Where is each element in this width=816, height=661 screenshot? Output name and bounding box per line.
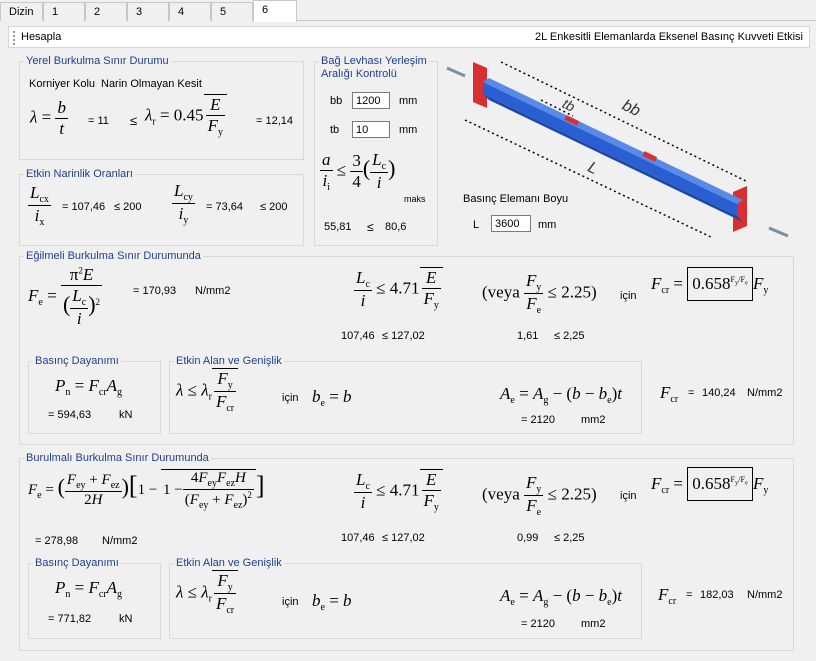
bb-figure-label: bb — [619, 97, 643, 121]
tab-label: 4 — [178, 6, 185, 18]
fe-flexural-formula: $F_e$ = $\pi^2E$ ( $\frac{L_c}{i}$ )$^2$ — [28, 265, 101, 328]
pn-flexural-unit: kN — [119, 409, 133, 421]
local-buckling-title: Yerel Burkulma Sınır Durumu — [26, 55, 169, 67]
tab-1[interactable] — [43, 2, 85, 21]
L-label: L — [473, 219, 480, 231]
flexural-buckling-group — [19, 250, 794, 445]
pn-torsional-unit: kN — [119, 613, 133, 625]
icin-label: için — [620, 290, 637, 302]
pn-flexural-box — [28, 355, 161, 434]
tab-4[interactable] — [169, 2, 211, 21]
tb-label: tb — [330, 124, 340, 136]
flexural-title: Eğilmeli Burkulma Sınır Durumunda — [26, 250, 201, 262]
torsional-ae-formula: $A_e = A_g - (b - b_e)t$ — [500, 586, 623, 608]
effective-area-flexural-box — [169, 355, 642, 434]
torsional-veya-right: ≤ 2,25 — [554, 532, 585, 544]
le-symbol: ≤ — [130, 113, 138, 128]
pn-flexural-title: Basınç Dayanımı — [35, 355, 119, 367]
tab-2[interactable] — [85, 2, 127, 21]
tab-label: 6 — [262, 4, 269, 16]
torsional-be-formula: $b_e = b$ — [312, 591, 352, 613]
veya-right: ≤ 2,25 — [554, 330, 585, 342]
tab-label: Dizin — [9, 6, 34, 18]
fcr-formula: $F_{cr} = 0.658^{F_y/F_e}$ $F_y$ — [651, 267, 768, 301]
tab-label: 3 — [136, 6, 143, 18]
fcr-torsional-eq: = — [686, 589, 693, 601]
tab-label: 2 — [94, 6, 101, 18]
maks-label: maks — [404, 194, 426, 204]
torsional-veya-formula: (veya $\frac{F_y}{F_e}$ ≤ 2.25) — [482, 473, 597, 518]
ae-flexural-unit: mm2 — [581, 414, 606, 426]
effective-area-torsional-title: Etkin Alan ve Genişlik — [176, 557, 282, 569]
L-unit: mm — [538, 219, 557, 231]
lcx-ratio-formula: $\frac{L_{cx}}{i_x}$ — [30, 183, 49, 228]
pn-torsional-box — [28, 557, 161, 639]
ae-formula: $A_e = A_g - (b - b_e)t$ — [500, 384, 623, 406]
tie-plate-title-1: Bağ Levhası Yerleşim — [321, 55, 427, 67]
lambda-r-formula: $\lambda_r = 0.45$ $\frac{E}{F_y}$ — [145, 94, 227, 138]
korniyer-kolu-label: Korniyer Kolu — [29, 78, 96, 90]
pn-torsional-formula: $P_n = F_{cr}A_g$ — [55, 578, 123, 600]
bb-unit: mm — [399, 95, 418, 107]
tab-5[interactable] — [211, 2, 253, 21]
torsional-lambda-lr-formula: $\lambda \le \lambda_r$ $\frac{F_y}{F_{cr}}$ — [176, 570, 238, 616]
effective-area-torsional-box — [169, 557, 642, 639]
pn-flexural-value: = 594,63 — [48, 409, 92, 421]
slenderness-limit-formula: $\frac{L_c}{i}$ ≤ 4.71 $\frac{E}{F_y}$ — [354, 267, 443, 311]
tie-right-value: 80,6 — [385, 221, 407, 233]
tb-figure-label: tb — [560, 95, 578, 115]
lambda-formula: λ = $\frac{b}{t}$ — [30, 98, 66, 138]
beam-axis-left — [447, 68, 465, 76]
tab-6[interactable] — [253, 0, 297, 22]
fcr-torsional-value: 182,03 — [700, 589, 734, 601]
torsional-veya-left: 0,99 — [517, 532, 539, 544]
pn-formula: $P_n = F_{cr}A_g$ — [55, 376, 123, 398]
fe-torsional-unit: N/mm2 — [102, 535, 138, 547]
tie-plate-group — [314, 55, 438, 246]
veya-left: 1,61 — [517, 330, 539, 342]
beam-axis-right — [769, 228, 788, 236]
tie-le: ≤ — [367, 220, 374, 234]
pn-torsional-title: Basınç Dayanımı — [35, 557, 119, 569]
fe-flexural-value: = 170,93 — [133, 285, 177, 297]
effective-area-flexural-title: Etkin Alan ve Genişlik — [176, 355, 282, 367]
fcr-flexural-label: $F_{cr}$ — [660, 383, 679, 405]
fe-torsional-value: = 278,98 — [35, 535, 79, 547]
lcy-ratio-formula: $\frac{L_{cy}}{i_y}$ — [174, 181, 193, 226]
ae-torsional-unit: mm2 — [581, 618, 606, 630]
ae-torsional-value: = 2120 — [521, 618, 555, 630]
lcx-ratio-value: = 107,46 — [62, 201, 106, 213]
ae-flexural-value: = 2120 — [521, 414, 555, 426]
fe-torsional-formula: $F_e$ = ( $\frac{F_{ey} + F_{ez}}{2H}$ )[1 − 1 − $\frac{4F_{ey}F_{ez}H}{(F_{ey} + F_{ez})^2}$ ] — [28, 470, 265, 511]
slenderness-limit-right: ≤ 127,02 — [382, 330, 425, 342]
lambda-r-value: = 12,14 — [256, 115, 294, 127]
be-formula: $b_e = b$ — [312, 387, 352, 409]
fe-flexural-unit: N/mm2 — [195, 285, 231, 297]
icin2-label: için — [282, 392, 299, 404]
tab-bar — [0, 0, 816, 21]
fcr-flexural-unit: N/mm2 — [747, 387, 783, 399]
torsional-limit-left: 107,46 — [341, 532, 375, 544]
toolbar-grip[interactable] — [13, 31, 15, 45]
member-length-title: Basınç Elemanı Boyu — [463, 193, 569, 205]
slenderness-limit-left: 107,46 — [341, 330, 375, 342]
tie-left-value: 55,81 — [324, 221, 352, 233]
fcr-torsional-unit: N/mm2 — [747, 589, 783, 601]
tb-unit: mm — [399, 124, 418, 136]
kesit-class-label: Narin Olmayan Kesit — [101, 78, 202, 90]
tb-input[interactable] — [352, 121, 390, 138]
tie-spacing-formula: $\frac{a}{i_i}$ ≤ $\frac{3}{4}$ ( $\frac{L_c}{i}$ ) — [322, 150, 396, 193]
lambda-value: = 11 — [88, 115, 109, 127]
veya-formula: (veya $\frac{F_y}{F_e}$ ≤ 2.25) — [482, 271, 597, 316]
window-title: 2L Enkesitli Elemanlarda Eksenel Basınç Kuvveti Etkisi — [535, 31, 803, 43]
torsional-limit-right: ≤ 127,02 — [382, 532, 425, 544]
torsional-icin2-label: için — [282, 596, 299, 608]
tab-3[interactable] — [127, 2, 169, 21]
fcr-torsional-label: $F_{cr}$ — [658, 585, 677, 607]
local-buckling-group — [19, 55, 304, 160]
fcr-flexural-value: 140,24 — [702, 387, 736, 399]
L-input[interactable] — [491, 215, 531, 232]
torsional-fcr-formula: $F_{cr} = 0.658^{F_y/F_e}$ $F_y$ — [651, 467, 768, 501]
torsional-slenderness-formula: $\frac{L_c}{i}$ ≤ 4.71 $\frac{E}{F_y}$ — [354, 469, 443, 513]
slenderness-group — [19, 168, 304, 246]
L-figure-label: L — [584, 158, 601, 179]
torsional-icin-label: için — [620, 490, 637, 502]
lambda-lr-formula: $\lambda \le \lambda_r$ $\frac{F_y}{F_{cr}}$ — [176, 368, 238, 414]
lcy-ratio-value: = 73,64 — [206, 201, 244, 213]
pn-torsional-value: = 771,82 — [48, 613, 92, 625]
torsional-title: Burulmalı Burkulma Sınır Durumunda — [26, 452, 209, 464]
tab-dizin[interactable] — [0, 2, 43, 21]
lcy-limit: ≤ 200 — [260, 201, 288, 213]
tie-plate-title-2: Aralığı Kontrolü — [321, 68, 397, 80]
lcx-limit: ≤ 200 — [114, 201, 142, 213]
tab-label: 1 — [52, 6, 59, 18]
hesapla-button[interactable]: Hesapla — [21, 31, 62, 43]
toolbar — [8, 26, 810, 48]
tab-label: 5 — [220, 6, 227, 18]
slenderness-title: Etkin Narinlik Oranları — [26, 168, 133, 180]
fcr-flexural-eq: = — [688, 387, 695, 399]
bb-input[interactable] — [352, 92, 390, 109]
bb-label: bb — [330, 95, 343, 107]
beam-top-flange — [483, 78, 743, 204]
torsional-buckling-group — [19, 452, 794, 651]
